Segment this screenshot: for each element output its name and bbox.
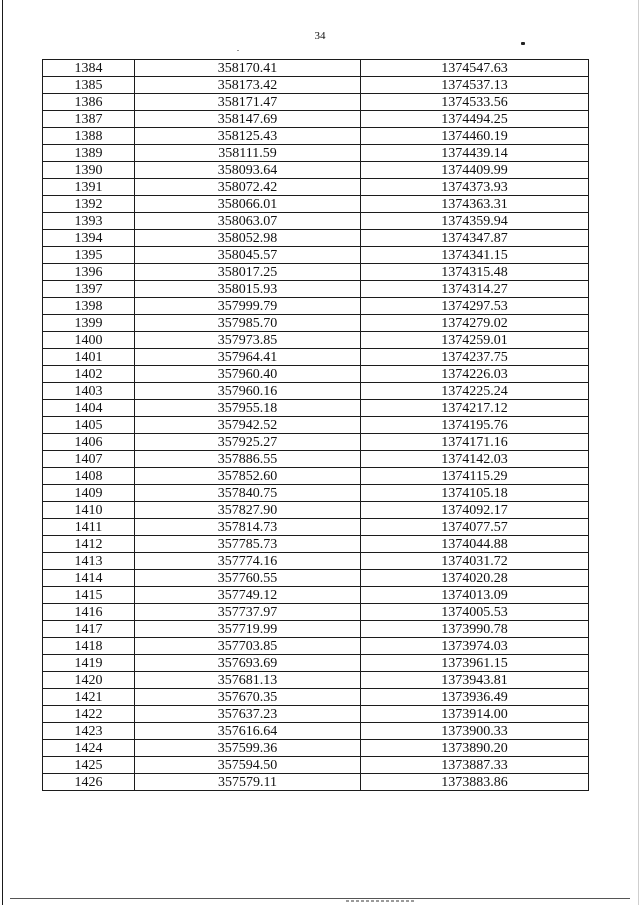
scan-mark: [521, 42, 525, 45]
y-coordinate-cell: 1374171.16: [361, 434, 589, 451]
table-row: [43, 349, 589, 366]
table-row: [43, 570, 589, 587]
point-number-cell: 1393: [43, 213, 135, 230]
table-row: [43, 502, 589, 519]
point-number-cell: 1413: [43, 553, 135, 570]
y-coordinate-cell: 1374533.56: [361, 94, 589, 111]
point-number-cell: 1390: [43, 162, 135, 179]
y-coordinate-cell: 1374341.15: [361, 247, 589, 264]
point-number-cell: 1411: [43, 519, 135, 536]
point-number-cell: 1414: [43, 570, 135, 587]
x-coordinate-cell: 358052.98: [135, 230, 361, 247]
table-row: [43, 298, 589, 315]
x-coordinate-cell: 358093.64: [135, 162, 361, 179]
table-row: [43, 94, 589, 111]
point-number-cell: 1406: [43, 434, 135, 451]
y-coordinate-cell: 1374347.87: [361, 230, 589, 247]
y-coordinate-cell: 1374237.75: [361, 349, 589, 366]
point-number-cell: 1404: [43, 400, 135, 417]
table-row: [43, 604, 589, 621]
bottom-scan-artifact: [346, 900, 416, 902]
point-number-cell: 1424: [43, 740, 135, 757]
point-number-cell: 1409: [43, 485, 135, 502]
x-coordinate-cell: 357760.55: [135, 570, 361, 587]
y-coordinate-cell: 1373883.86: [361, 774, 589, 791]
x-coordinate-cell: 357852.60: [135, 468, 361, 485]
bottom-rule: [10, 898, 630, 899]
x-coordinate-cell: 358170.41: [135, 60, 361, 77]
table-row: [43, 434, 589, 451]
table-row: [43, 485, 589, 502]
table-row: [43, 179, 589, 196]
y-coordinate-cell: 1374409.99: [361, 162, 589, 179]
point-number-cell: 1420: [43, 672, 135, 689]
table-row: [43, 230, 589, 247]
y-coordinate-cell: 1374092.17: [361, 502, 589, 519]
y-coordinate-cell: 1374226.03: [361, 366, 589, 383]
table-row: [43, 247, 589, 264]
x-coordinate-cell: 357774.16: [135, 553, 361, 570]
x-coordinate-cell: 357616.64: [135, 723, 361, 740]
x-coordinate-cell: 357925.27: [135, 434, 361, 451]
table-row: [43, 60, 589, 77]
x-coordinate-cell: 357670.35: [135, 689, 361, 706]
table-row: [43, 774, 589, 791]
point-number-cell: 1384: [43, 60, 135, 77]
point-number-cell: 1418: [43, 638, 135, 655]
x-coordinate-cell: 357599.36: [135, 740, 361, 757]
x-coordinate-cell: 357637.23: [135, 706, 361, 723]
coordinates-table: [42, 59, 589, 791]
y-coordinate-cell: 1374297.53: [361, 298, 589, 315]
point-number-cell: 1416: [43, 604, 135, 621]
page-number: 34: [314, 30, 326, 42]
x-coordinate-cell: 357681.13: [135, 672, 361, 689]
point-number-cell: 1399: [43, 315, 135, 332]
table-row: [43, 196, 589, 213]
point-number-cell: 1389: [43, 145, 135, 162]
point-number-cell: 1423: [43, 723, 135, 740]
point-number-cell: 1396: [43, 264, 135, 281]
x-coordinate-cell: 358063.07: [135, 213, 361, 230]
table-row: [43, 655, 589, 672]
table-row: [43, 519, 589, 536]
point-number-cell: 1417: [43, 621, 135, 638]
table-row: [43, 417, 589, 434]
x-coordinate-cell: 357703.85: [135, 638, 361, 655]
x-coordinate-cell: 357964.41: [135, 349, 361, 366]
table-row: [43, 468, 589, 485]
y-coordinate-cell: 1374547.63: [361, 60, 589, 77]
y-coordinate-cell: 1374537.13: [361, 77, 589, 94]
point-number-cell: 1408: [43, 468, 135, 485]
y-coordinate-cell: 1374142.03: [361, 451, 589, 468]
point-number-cell: 1387: [43, 111, 135, 128]
point-number-cell: 1388: [43, 128, 135, 145]
x-coordinate-cell: 357594.50: [135, 757, 361, 774]
y-coordinate-cell: 1373887.33: [361, 757, 589, 774]
table-row: [43, 723, 589, 740]
x-coordinate-cell: 357973.85: [135, 332, 361, 349]
point-number-cell: 1425: [43, 757, 135, 774]
y-coordinate-cell: 1373936.49: [361, 689, 589, 706]
y-coordinate-cell: 1374363.31: [361, 196, 589, 213]
y-coordinate-cell: 1374020.28: [361, 570, 589, 587]
table-row: [43, 145, 589, 162]
y-coordinate-cell: 1374013.09: [361, 587, 589, 604]
table-row: [43, 332, 589, 349]
point-number-cell: 1426: [43, 774, 135, 791]
x-coordinate-cell: 357960.40: [135, 366, 361, 383]
x-coordinate-cell: 358147.69: [135, 111, 361, 128]
table-row: [43, 281, 589, 298]
table-row: [43, 757, 589, 774]
x-coordinate-cell: 357785.73: [135, 536, 361, 553]
y-coordinate-cell: 1374115.29: [361, 468, 589, 485]
table-row: [43, 638, 589, 655]
point-number-cell: 1398: [43, 298, 135, 315]
x-coordinate-cell: 357749.12: [135, 587, 361, 604]
coordinates-table-body: [43, 60, 589, 791]
y-coordinate-cell: 1374195.76: [361, 417, 589, 434]
y-coordinate-cell: 1374460.19: [361, 128, 589, 145]
x-coordinate-cell: 357942.52: [135, 417, 361, 434]
x-coordinate-cell: 357814.73: [135, 519, 361, 536]
point-number-cell: 1419: [43, 655, 135, 672]
y-coordinate-cell: 1373990.78: [361, 621, 589, 638]
table-row: [43, 621, 589, 638]
page-left-edge: [2, 0, 3, 905]
y-coordinate-cell: 1374439.14: [361, 145, 589, 162]
point-number-cell: 1403: [43, 383, 135, 400]
table-row: [43, 400, 589, 417]
x-coordinate-cell: 357985.70: [135, 315, 361, 332]
point-number-cell: 1415: [43, 587, 135, 604]
x-coordinate-cell: 357999.79: [135, 298, 361, 315]
x-coordinate-cell: 357827.90: [135, 502, 361, 519]
x-coordinate-cell: 358171.47: [135, 94, 361, 111]
x-coordinate-cell: 357960.16: [135, 383, 361, 400]
table-row: [43, 672, 589, 689]
page-right-edge: [638, 0, 639, 905]
table-row: [43, 111, 589, 128]
x-coordinate-cell: 358111.59: [135, 145, 361, 162]
point-number-cell: 1402: [43, 366, 135, 383]
table-row: [43, 366, 589, 383]
table-row: [43, 162, 589, 179]
y-coordinate-cell: 1374359.94: [361, 213, 589, 230]
y-coordinate-cell: 1374225.24: [361, 383, 589, 400]
y-coordinate-cell: 1374105.18: [361, 485, 589, 502]
y-coordinate-cell: 1374494.25: [361, 111, 589, 128]
table-row: [43, 706, 589, 723]
y-coordinate-cell: 1374077.57: [361, 519, 589, 536]
x-coordinate-cell: 357693.69: [135, 655, 361, 672]
point-number-cell: 1397: [43, 281, 135, 298]
table-row: [43, 213, 589, 230]
point-number-cell: 1405: [43, 417, 135, 434]
point-number-cell: 1386: [43, 94, 135, 111]
point-number-cell: 1422: [43, 706, 135, 723]
x-coordinate-cell: 357955.18: [135, 400, 361, 417]
point-number-cell: 1412: [43, 536, 135, 553]
x-coordinate-cell: 357719.99: [135, 621, 361, 638]
y-coordinate-cell: 1374279.02: [361, 315, 589, 332]
y-coordinate-cell: 1374031.72: [361, 553, 589, 570]
table-row: [43, 553, 589, 570]
x-coordinate-cell: 358072.42: [135, 179, 361, 196]
y-coordinate-cell: 1374217.12: [361, 400, 589, 417]
table-row: [43, 451, 589, 468]
y-coordinate-cell: 1374044.88: [361, 536, 589, 553]
point-number-cell: 1391: [43, 179, 135, 196]
point-number-cell: 1395: [43, 247, 135, 264]
y-coordinate-cell: 1373943.81: [361, 672, 589, 689]
y-coordinate-cell: 1373890.20: [361, 740, 589, 757]
point-number-cell: 1400: [43, 332, 135, 349]
x-coordinate-cell: 358173.42: [135, 77, 361, 94]
x-coordinate-cell: 358066.01: [135, 196, 361, 213]
y-coordinate-cell: 1373900.33: [361, 723, 589, 740]
x-coordinate-cell: 358017.25: [135, 264, 361, 281]
table-row: [43, 128, 589, 145]
x-coordinate-cell: 358045.57: [135, 247, 361, 264]
x-coordinate-cell: 357840.75: [135, 485, 361, 502]
x-coordinate-cell: 357579.11: [135, 774, 361, 791]
y-coordinate-cell: 1373914.00: [361, 706, 589, 723]
x-coordinate-cell: 357737.97: [135, 604, 361, 621]
table-row: [43, 689, 589, 706]
table-row: [43, 264, 589, 281]
point-number-cell: 1410: [43, 502, 135, 519]
table-row: [43, 587, 589, 604]
point-number-cell: 1421: [43, 689, 135, 706]
x-coordinate-cell: 357886.55: [135, 451, 361, 468]
table-row: [43, 383, 589, 400]
y-coordinate-cell: 1374315.48: [361, 264, 589, 281]
table-row: [43, 536, 589, 553]
point-number-cell: 1407: [43, 451, 135, 468]
point-number-cell: 1392: [43, 196, 135, 213]
table-row: [43, 315, 589, 332]
point-number-cell: 1394: [43, 230, 135, 247]
table-row: [43, 740, 589, 757]
y-coordinate-cell: 1373974.03: [361, 638, 589, 655]
point-number-cell: 1385: [43, 77, 135, 94]
y-coordinate-cell: 1373961.15: [361, 655, 589, 672]
point-number-cell: 1401: [43, 349, 135, 366]
y-coordinate-cell: 1374373.93: [361, 179, 589, 196]
table-row: [43, 77, 589, 94]
scan-dot: [237, 50, 239, 51]
y-coordinate-cell: 1374314.27: [361, 281, 589, 298]
y-coordinate-cell: 1374259.01: [361, 332, 589, 349]
x-coordinate-cell: 358015.93: [135, 281, 361, 298]
y-coordinate-cell: 1374005.53: [361, 604, 589, 621]
x-coordinate-cell: 358125.43: [135, 128, 361, 145]
